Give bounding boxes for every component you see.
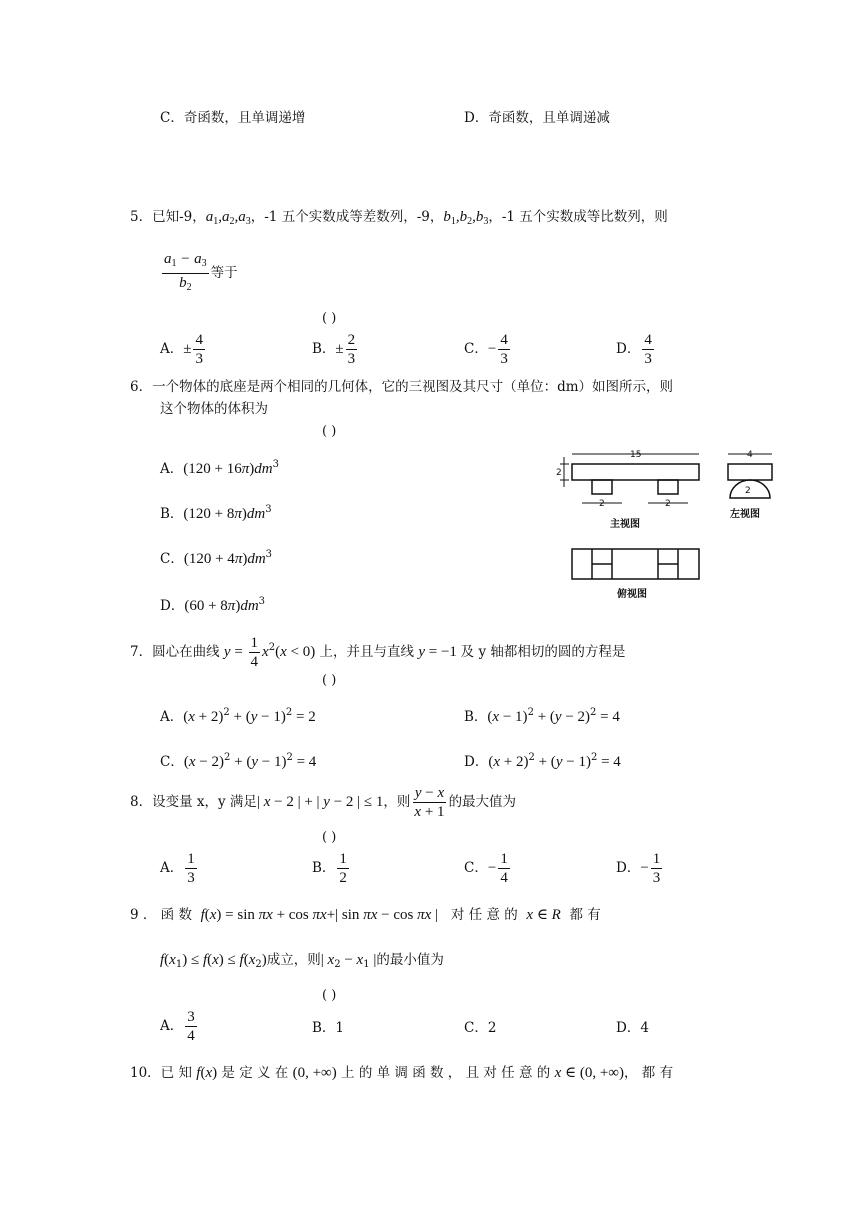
q8-option-d: D．− $\frac{1}{3}$	[616, 851, 661, 886]
front-view-leg-right	[658, 480, 678, 494]
front-view-caption: 主视图	[610, 519, 640, 530]
side-view-caption: 左视图	[730, 509, 760, 520]
dim-label-leg-left: 2	[599, 499, 605, 509]
q7-stem: 7．圆心在曲线 y = $\frac{1}{4}$ $x^2(x < 0)$ 上，并且与直线 y = −1 及 y 轴都相切的圆的方程是	[130, 635, 626, 670]
q6-three-view-figure	[555, 445, 780, 605]
q9-stem-line1: 9 ． 函 数 f(x) = sin πx + cos πx+| sin πx − cos πx | 对 任 意 的 x ∈ R 都 有	[130, 907, 601, 923]
dim-label-4: 4	[747, 450, 753, 460]
q9-option-d: D．4	[616, 1020, 649, 1036]
q7-option-c: C．$(x - 2)^2 + (y - 1)^2 = 4$	[160, 752, 317, 770]
top-view-caption: 俯视图	[617, 589, 647, 600]
q7-answer-paren: ( )	[322, 673, 337, 688]
q7-option-d: D．$(x + 2)^2 + (y - 1)^2 = 4$	[464, 752, 621, 770]
dim-label-15: 15	[630, 450, 642, 460]
q7-option-a: A．$(x + 2)^2 + (y - 1)^2 = 2$	[160, 707, 316, 725]
q9-stem-line2: $f(x_1) \le f(x) \le f(x_2)$成立，则| $x_2 - x_1$ |的最小值为	[160, 952, 444, 970]
q5-answer-paren: ( )	[322, 311, 337, 326]
q5-option-c: C．− $\frac{4}{3}$	[464, 332, 508, 367]
q4-option-d: D．奇函数，且单调递减	[464, 110, 610, 126]
q6-stem-line1: 6．一个物体的底座是两个相同的几何体，它的三视图及其尺寸（单位：dm）如图所示，则	[130, 379, 674, 395]
q8-option-a: A． $\frac{1}{3}$	[160, 851, 195, 886]
dim-label-radius: 2	[745, 486, 751, 496]
q9-option-b: B．1	[312, 1020, 345, 1036]
q5-option-a: A．± $\frac{4}{3}$	[160, 332, 203, 367]
q9-option-a: A． $\frac{3}{4}$	[160, 1009, 195, 1044]
dim-label-leg-right: 2	[665, 499, 671, 509]
q8-stem: 8．设变量 x，y 满足| x − 2 | + | y − 2 | ≤ 1，则 $\frac{y - x}{x + 1}$ 的最大值为	[130, 785, 517, 820]
q5-option-b: B．± $\frac{2}{3}$	[312, 332, 356, 367]
q10-stem: 10．已 知 f(x) 是 定 义 在 (0, +∞) 上 的 单 调 函 数 ， 且 对 任 意 的 x ∈ (0, +∞)， 都 有	[130, 1065, 674, 1081]
q8-option-b: B． $\frac{1}{2}$	[312, 851, 347, 886]
q6-stem-line2: 这个物体的体积为	[160, 401, 268, 417]
q9-answer-paren: ( )	[322, 988, 337, 1003]
dim-label-thickness: 2	[556, 468, 562, 478]
q6-option-b: B．$(120 + 8\pi)dm^3$	[160, 504, 272, 522]
q5-b-sequence: $b_1,b_2,b_3$	[443, 209, 489, 227]
top-view-outline	[572, 549, 699, 579]
q5-expression: $\frac{a_1 - a_3}{b_2}$ 等于	[160, 250, 238, 297]
q6-answer-paren: ( )	[322, 424, 337, 439]
q5-option-d: D． $\frac{4}{3}$	[616, 332, 652, 367]
q6-option-d: D．$(60 + 8\pi)dm^3$	[160, 596, 266, 614]
q5-a-sequence: $a_1,a_2,a_3$	[205, 209, 251, 227]
q8-answer-paren: ( )	[322, 830, 337, 845]
q5-stem: 5．已知-9，$a_1,a_2,a_3$，-1 五个实数成等差数列，-9，$b_1,b_2,b_3$，-1 五个实数成等比数列，则	[130, 209, 668, 227]
q6-option-a: A．$(120 + 16\pi)dm^3$	[160, 459, 279, 477]
q8-option-c: C．− $\frac{1}{4}$	[464, 851, 508, 886]
q5-fraction: $\frac{a_1 - a_3}{b_2}$	[164, 251, 207, 293]
q6-option-c: C．$(120 + 4\pi)dm^3$	[160, 549, 273, 567]
q9-option-c: C．2	[464, 1020, 497, 1036]
front-view-leg-left	[592, 480, 612, 494]
front-view-slab	[572, 464, 699, 480]
q4-option-c: C．奇函数，且单调递增	[160, 110, 306, 126]
q7-option-b: B．$(x - 1)^2 + (y - 2)^2 = 4$	[464, 707, 620, 725]
side-view-slab	[728, 464, 772, 480]
